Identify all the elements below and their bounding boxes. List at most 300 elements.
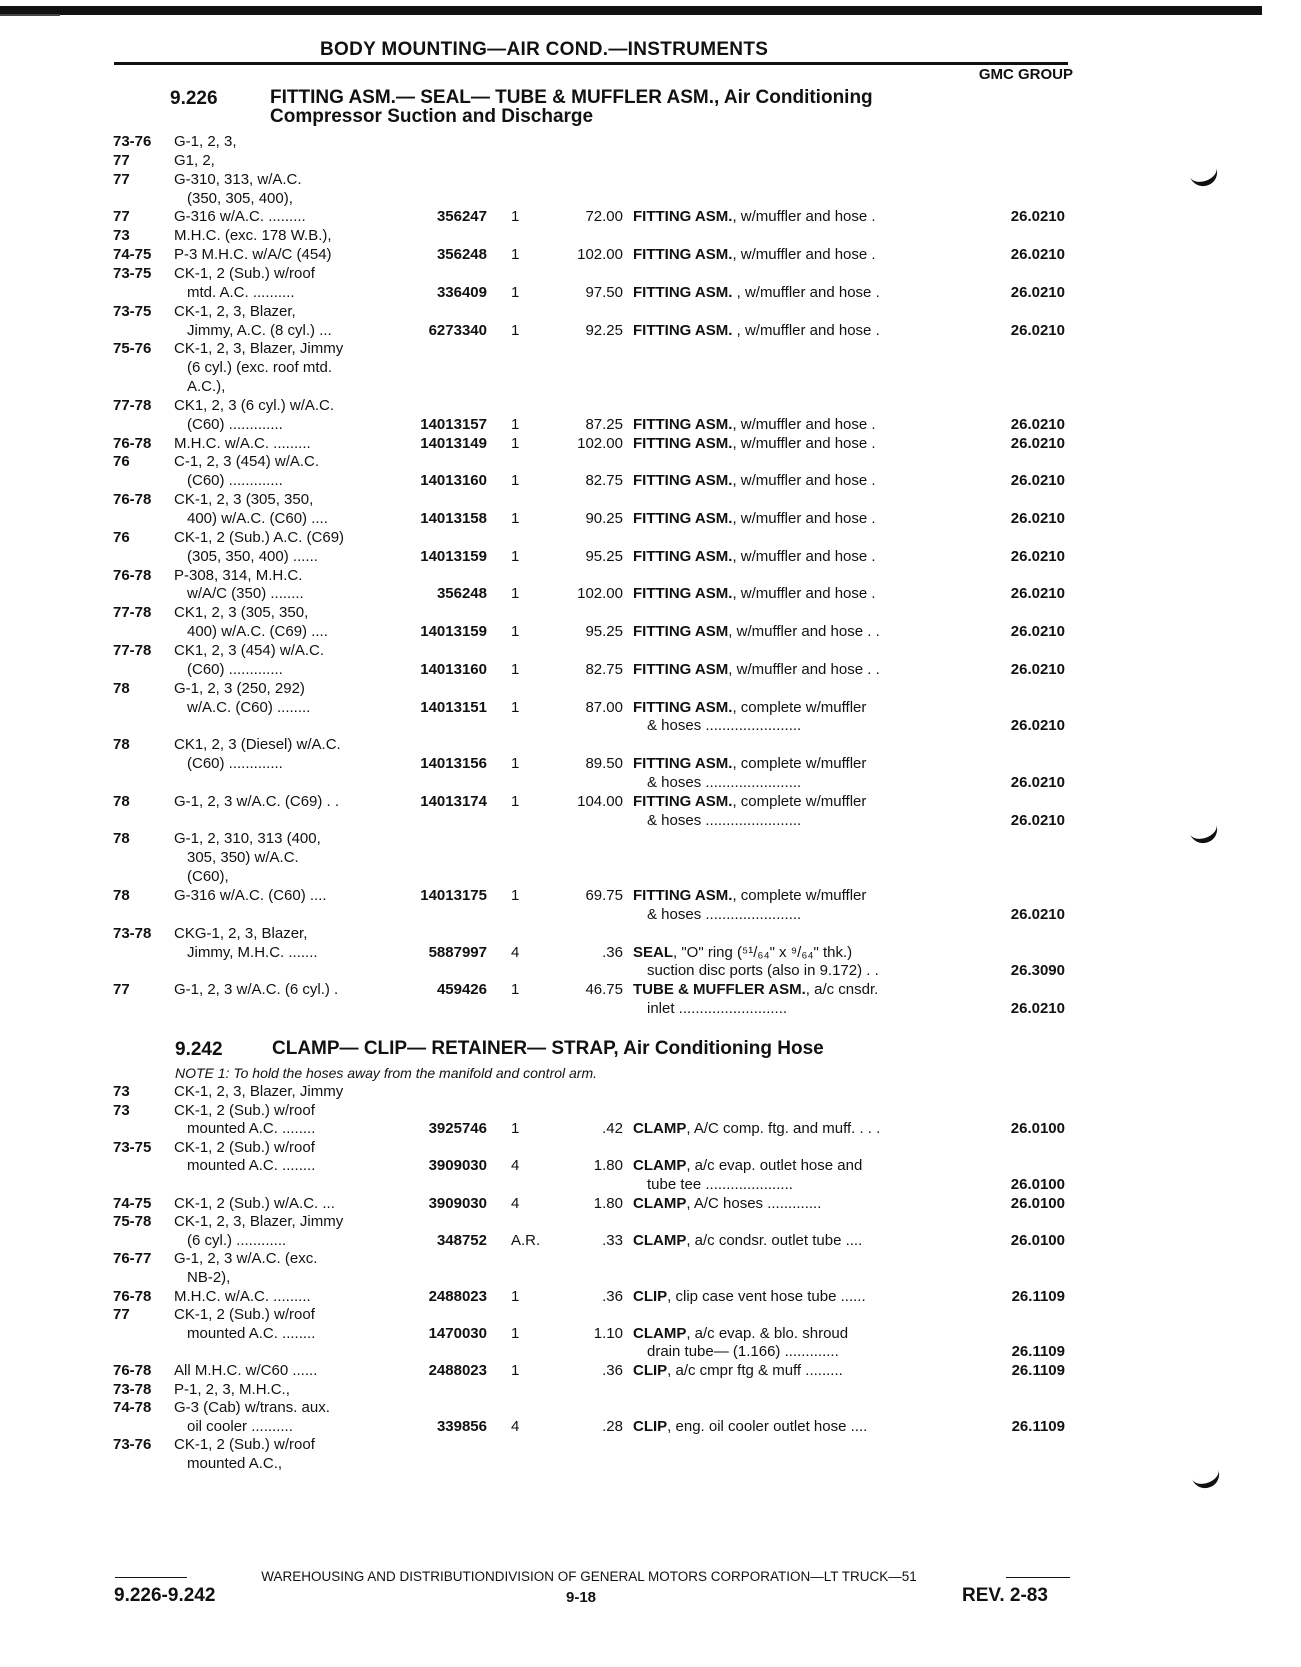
table-row	[0, 1119, 1301, 1138]
table-row	[0, 321, 1301, 340]
application: G-316 w/A.C. (C60) ....	[174, 887, 327, 904]
list-price: .36	[602, 1362, 623, 1379]
section-number: 9.242	[175, 1039, 223, 1060]
group-number: 26.0210	[1010, 585, 1065, 603]
part-detail: , A/C comp. ftg. and muff. . . .	[686, 1120, 881, 1138]
part-name: CLAMP	[633, 1194, 687, 1212]
application: CK-1, 2, 3, Blazer, Jimmy	[174, 340, 344, 358]
application: CK1, 2, 3 (454) w/A.C.	[174, 641, 325, 659]
list-price: 89.50	[585, 755, 623, 773]
application: CK-1, 2, 3 (305, 350,	[174, 491, 314, 509]
description-continued: & hoses .......................	[647, 905, 802, 923]
table-row	[0, 1082, 1301, 1101]
table-row	[0, 943, 1301, 962]
part-number: 2488023	[428, 1362, 487, 1379]
table-row	[0, 132, 1301, 151]
part-detail: , w/muffler and hose .	[732, 434, 876, 452]
application: G-1, 2, 3 w/A.C. (6 cyl.) .	[174, 981, 339, 999]
section-number: 9.226	[170, 88, 218, 109]
part-description	[633, 1119, 880, 1138]
table-row	[0, 1175, 1301, 1194]
table-row	[0, 603, 1301, 622]
list-price: 102.00	[577, 246, 623, 264]
part-detail: , a/c cmpr ftg & muff .........	[667, 1362, 843, 1379]
quantity: 1	[511, 585, 520, 603]
table-row	[0, 811, 1301, 830]
quantity: 1	[511, 434, 520, 452]
description-continued: inlet ..........................	[647, 1000, 788, 1018]
part-number: 14013160	[420, 472, 487, 490]
table-row	[0, 1380, 1301, 1399]
part-description	[633, 886, 866, 905]
table-row	[0, 773, 1301, 792]
part-description	[633, 584, 876, 603]
application: G-310, 313, w/A.C.	[174, 170, 302, 188]
list-price: 87.00	[585, 698, 623, 716]
footer-page-number: 9-18	[566, 1589, 597, 1606]
application: CK1, 2, 3 (6 cyl.) w/A.C.	[174, 396, 335, 414]
section-subtitle: Compressor Suction and Discharge	[270, 106, 594, 127]
part-number: 14013160	[420, 660, 487, 678]
model-years: 73-75	[113, 1138, 152, 1156]
application: G-1, 2, 3 (250, 292)	[174, 679, 305, 697]
part-number: 1470030	[428, 1324, 487, 1342]
part-number: 14013159	[420, 623, 487, 641]
quantity: 1	[511, 981, 520, 999]
list-price: 102.00	[577, 585, 623, 603]
table-row	[0, 792, 1301, 811]
table-row	[0, 867, 1301, 886]
part-name: CLIP	[633, 1417, 668, 1435]
list-price: 95.25	[585, 623, 623, 641]
table-row	[0, 1305, 1301, 1324]
table-row	[0, 339, 1301, 358]
table-row	[0, 1156, 1301, 1175]
description-continued: & hoses .......................	[647, 773, 802, 791]
list-price: 46.75	[585, 981, 623, 999]
list-price: 92.25	[585, 321, 623, 339]
table-row	[0, 509, 1301, 528]
part-name: FITTING ASM.	[633, 698, 733, 716]
table-row	[0, 415, 1301, 434]
description-continued: drain tube— (1.166) .............	[647, 1343, 839, 1361]
application: CK-1, 2 (Sub.) w/roof	[174, 1138, 315, 1156]
part-name: CLAMP	[633, 1157, 687, 1175]
group-number: 26.0210	[1010, 811, 1065, 829]
group-number: 26.0100	[1010, 1120, 1065, 1138]
table-row	[0, 848, 1301, 867]
application: 400) w/A.C. (C69) ....	[187, 623, 328, 641]
table-row	[0, 1101, 1301, 1120]
list-price: 72.00	[585, 208, 623, 226]
application: M.H.C. (exc. 178 W.B.),	[174, 227, 332, 245]
model-years: 76-77	[113, 1250, 152, 1268]
application: C-1, 2, 3 (454) w/A.C.	[174, 453, 320, 471]
quantity: 1	[511, 415, 520, 433]
part-detail: , complete w/muffler	[732, 698, 867, 716]
table-row	[0, 547, 1301, 566]
part-description	[633, 471, 876, 490]
list-price: 1.80	[593, 1157, 623, 1175]
table-row	[0, 961, 1301, 980]
group-number: 26.1109	[1011, 1287, 1065, 1305]
part-name: CLAMP	[633, 1324, 687, 1342]
application: (C60) .............	[187, 660, 283, 678]
application: P-308, 314, M.H.C.	[174, 566, 303, 584]
group-number: 26.0210	[1010, 434, 1065, 452]
quantity: 1	[511, 246, 520, 264]
group-number: 26.0210	[1010, 283, 1065, 301]
model-years: 77	[113, 981, 130, 999]
model-years: 76-78	[113, 1287, 152, 1305]
application: M.H.C. w/A.C. .........	[174, 1287, 311, 1305]
part-number: 3909030	[428, 1157, 487, 1175]
model-years: 73-76	[113, 1436, 152, 1454]
application: CK-1, 2 (Sub.) w/roof	[174, 1436, 315, 1454]
model-years: 77-78	[113, 604, 152, 622]
application: A.C.),	[187, 378, 226, 396]
application: G-3 (Cab) w/trans. aux.	[174, 1399, 330, 1417]
part-name: FITTING ASM.	[633, 415, 733, 433]
application: Jimmy, M.H.C. .......	[187, 943, 318, 961]
application: (305, 350, 400) ......	[187, 547, 318, 565]
quantity: 1	[511, 547, 520, 565]
part-detail: , complete w/muffler	[732, 887, 867, 904]
quantity: 4	[511, 1417, 520, 1435]
group-number: 26.0100	[1010, 1194, 1065, 1212]
group-number: 26.1109	[1011, 1362, 1065, 1379]
part-detail: , w/muffler and hose .	[732, 547, 876, 565]
part-description	[633, 245, 876, 264]
part-description	[633, 1194, 821, 1213]
part-description	[633, 980, 878, 999]
application: CK-1, 2 (Sub.) w/roof	[174, 1101, 315, 1119]
table-row	[0, 170, 1301, 189]
part-detail: , clip case vent hose tube ......	[667, 1287, 866, 1305]
description-continued: tube tee .....................	[647, 1176, 793, 1193]
footer-section-range: 9.226-9.242	[114, 1585, 216, 1606]
part-name: CLAMP	[633, 1231, 687, 1249]
quantity: 4	[511, 1194, 520, 1212]
model-years: 75-76	[113, 340, 152, 358]
part-name: FITTING ASM	[633, 660, 729, 678]
table-row	[0, 1268, 1301, 1287]
quantity: 1	[511, 283, 520, 301]
part-description	[633, 660, 880, 679]
list-price: .33	[602, 1231, 623, 1249]
model-years: 77-78	[113, 396, 152, 414]
list-price: 82.75	[585, 472, 623, 490]
quantity: 1	[511, 208, 520, 226]
application: (C60),	[187, 868, 229, 886]
part-name: FITTING ASM.	[633, 321, 733, 339]
model-years: 73	[113, 1083, 130, 1100]
quantity: A.R.	[511, 1231, 541, 1249]
application: (6 cyl.) (exc. roof mtd.	[187, 359, 333, 377]
part-detail: , eng. oil cooler outlet hose ....	[667, 1417, 868, 1435]
model-years: 77	[113, 170, 130, 188]
list-price: 102.00	[577, 434, 623, 452]
model-years: 73-78	[113, 1380, 152, 1398]
table-row	[0, 622, 1301, 641]
part-detail: , A/C hoses .............	[686, 1194, 822, 1212]
part-number: 14013151	[420, 698, 487, 716]
part-description	[633, 283, 880, 302]
table-row	[0, 1231, 1301, 1250]
group-number: 26.0210	[1010, 660, 1065, 678]
application: mtd. A.C. ..........	[187, 283, 295, 301]
model-years: 77	[113, 1306, 130, 1324]
list-price: .28	[602, 1417, 623, 1435]
application: G1, 2,	[174, 151, 215, 169]
part-number: 3909030	[428, 1194, 487, 1212]
part-number: 339856	[436, 1417, 487, 1435]
part-detail: , w/muffler and hose .	[732, 415, 876, 433]
model-years: 76-78	[113, 491, 152, 509]
part-name: FITTING ASM.	[633, 585, 733, 603]
application: (C60) .............	[187, 755, 283, 773]
part-name: FITTING ASM	[633, 623, 729, 641]
part-detail: , complete w/muffler	[732, 755, 867, 773]
group-number: 26.0210	[1010, 623, 1065, 641]
table-row	[0, 1398, 1301, 1417]
group-number: 26.0210	[1010, 905, 1065, 923]
application: (6 cyl.) ............	[187, 1231, 287, 1249]
model-years: 78	[113, 792, 130, 810]
part-number: 5887997	[428, 943, 487, 961]
table-row	[0, 264, 1301, 283]
section-title: CLAMP— CLIP— RETAINER— STRAP, Air Conditioning Hose	[272, 1038, 824, 1059]
part-description	[633, 792, 866, 811]
part-number: 356248	[436, 246, 487, 264]
list-price: .36	[602, 943, 623, 961]
table-row	[0, 999, 1301, 1018]
group-number: 26.0210	[1010, 246, 1065, 264]
model-years: 74-75	[113, 1194, 152, 1212]
table-row	[0, 377, 1301, 396]
application: CK1, 2, 3 (305, 350,	[174, 604, 309, 622]
quantity: 4	[511, 1157, 520, 1175]
group-number: 26.1109	[1011, 1417, 1065, 1435]
part-number: 14013156	[420, 755, 487, 773]
quantity: 1	[511, 510, 520, 527]
application: CK-1, 2, 3, Blazer, Jimmy	[174, 1213, 344, 1231]
model-years: 76-78	[113, 1362, 152, 1379]
table-row	[0, 1138, 1301, 1157]
table-row	[0, 679, 1301, 698]
application: CKG-1, 2, 3, Blazer,	[174, 924, 308, 942]
application: CK-1, 2, 3, Blazer,	[174, 302, 296, 320]
table-row	[0, 1361, 1301, 1380]
group-number: 26.0210	[1010, 510, 1065, 527]
table-row	[0, 716, 1301, 735]
model-years: 76	[113, 453, 130, 471]
application: mounted A.C. ........	[187, 1120, 316, 1138]
application: P-3 M.H.C. w/A/C (454)	[174, 246, 332, 264]
application: CK-1, 2 (Sub.) w/roof	[174, 1306, 315, 1324]
description-continued: suction disc ports (also in 9.172) . .	[647, 962, 879, 980]
list-price: 90.25	[585, 510, 623, 527]
application: CK-1, 2 (Sub.) w/roof	[174, 264, 315, 282]
application: CK-1, 2 (Sub.) w/A.C. ...	[174, 1194, 335, 1212]
table-row	[0, 584, 1301, 603]
part-name: FITTING ASM.	[633, 472, 733, 490]
part-number: 14013158	[420, 510, 487, 527]
table-row	[0, 905, 1301, 924]
part-number: 348752	[436, 1231, 487, 1249]
list-price: 69.75	[585, 887, 623, 904]
group-number: 26.0100	[1010, 1176, 1065, 1193]
model-years: 73	[113, 227, 130, 245]
application: 305, 350) w/A.C.	[187, 849, 299, 867]
part-number: 14013175	[420, 887, 487, 904]
section-note: NOTE 1: To hold the hoses away from the manifold and control arm.	[175, 1065, 598, 1081]
part-number: 459426	[436, 981, 487, 999]
application: NB-2),	[187, 1269, 231, 1286]
part-number: 3925746	[428, 1120, 487, 1138]
application: mounted A.C. ........	[187, 1324, 316, 1342]
part-name: FITTING ASM.	[633, 208, 733, 226]
part-description	[633, 1361, 843, 1380]
part-description	[633, 547, 876, 566]
model-years: 78	[113, 887, 130, 904]
part-description	[633, 1417, 867, 1436]
quantity: 1	[511, 660, 520, 678]
group-label: GMC GROUP	[978, 66, 1073, 83]
table-row	[0, 1454, 1301, 1473]
model-years: 73-75	[113, 264, 152, 282]
part-description	[633, 1287, 866, 1306]
quantity: 1	[511, 755, 520, 773]
quantity: 1	[511, 1324, 520, 1342]
table-row	[0, 471, 1301, 490]
table-row	[0, 1324, 1301, 1343]
group-number: 26.0210	[1010, 321, 1065, 339]
model-years: 78	[113, 679, 130, 697]
part-number: 336409	[436, 283, 487, 301]
model-years: 74-75	[113, 246, 152, 264]
part-name: FITTING ASM.	[633, 547, 733, 565]
part-detail: , w/muffler and hose .	[732, 208, 876, 226]
group-number: 26.0210	[1010, 415, 1065, 433]
model-years: 78	[113, 736, 130, 754]
application: M.H.C. w/A.C. .........	[174, 434, 311, 452]
part-detail: , a/c evap. & blo. shroud	[686, 1324, 849, 1342]
table-row	[0, 1342, 1301, 1361]
table-row	[0, 283, 1301, 302]
part-detail: , w/muffler and hose .	[732, 510, 876, 527]
application: Jimmy, A.C. (8 cyl.) ...	[187, 321, 332, 339]
table-row	[0, 1194, 1301, 1213]
model-years: 73-78	[113, 924, 152, 942]
table-row	[0, 886, 1301, 905]
footer-rule-right	[1006, 1577, 1070, 1578]
table-row	[0, 829, 1301, 848]
table-row	[0, 754, 1301, 773]
part-description	[633, 754, 866, 773]
quantity: 1	[511, 1287, 520, 1305]
model-years: 74-78	[113, 1399, 152, 1417]
group-number: 26.1109	[1011, 1343, 1065, 1361]
description-continued: & hoses .......................	[647, 717, 802, 735]
table-row	[0, 490, 1301, 509]
list-price: 95.25	[585, 547, 623, 565]
part-detail: , w/muffler and hose .	[732, 321, 880, 339]
table-row	[0, 1287, 1301, 1306]
list-price: 1.10	[593, 1324, 623, 1342]
model-years: 78	[113, 830, 130, 848]
part-number: 14013159	[420, 547, 487, 565]
table-row	[0, 566, 1301, 585]
list-price: 104.00	[577, 792, 623, 810]
model-years: 73-76	[113, 133, 152, 150]
model-years: 77-78	[113, 641, 152, 659]
table-row	[0, 358, 1301, 377]
part-name: FITTING ASM.	[633, 246, 733, 264]
list-price: 1.80	[593, 1194, 623, 1212]
application: P-1, 2, 3, M.H.C.,	[174, 1380, 290, 1398]
application: G-1, 2, 3 w/A.C. (exc.	[174, 1250, 318, 1268]
application: w/A.C. (C60) ........	[187, 698, 311, 716]
application: CK1, 2, 3 (Diesel) w/A.C.	[174, 736, 341, 754]
quantity: 1	[511, 792, 520, 810]
application: (C60) .............	[187, 415, 283, 433]
quantity: 1	[511, 1120, 520, 1138]
part-name: CLIP	[633, 1287, 668, 1305]
footer-publisher: WAREHOUSING AND DISTRIBUTIONDIVISION OF GENERAL MOTORS CORPORATION—LT TRUCK—51	[261, 1569, 917, 1584]
part-detail: , w/muffler and hose .	[732, 283, 880, 301]
part-number: 2488023	[428, 1287, 487, 1305]
part-detail: , "O" ring (⁵¹/₆₄" x ⁹/₆₄" thk.)	[673, 943, 853, 961]
part-description	[633, 1156, 862, 1175]
quantity: 4	[511, 943, 520, 961]
application: mounted A.C.,	[187, 1455, 283, 1472]
table-row	[0, 207, 1301, 226]
list-price: 82.75	[585, 660, 623, 678]
application: G-1, 2, 310, 313 (400,	[174, 830, 321, 848]
part-description	[633, 698, 866, 717]
part-description	[633, 622, 880, 641]
part-number: 356247	[436, 208, 487, 226]
part-description	[633, 321, 880, 340]
table-row	[0, 452, 1301, 471]
model-years: 73	[113, 1101, 130, 1119]
table-row	[0, 1212, 1301, 1231]
part-description	[633, 207, 876, 226]
part-description	[633, 943, 852, 962]
part-name: FITTING ASM.	[633, 283, 733, 301]
group-number: 26.0210	[1010, 208, 1065, 226]
table-row	[0, 1435, 1301, 1454]
top-border	[0, 6, 1262, 15]
model-years: 75-78	[113, 1213, 152, 1231]
group-number: 26.0100	[1010, 1231, 1065, 1249]
table-row	[0, 698, 1301, 717]
application: CK-1, 2 (Sub.) A.C. (C69)	[174, 528, 345, 546]
group-number: 26.0210	[1010, 773, 1065, 791]
list-price: 87.25	[585, 415, 623, 433]
description-continued: & hoses .......................	[647, 811, 802, 829]
quantity: 1	[511, 887, 520, 904]
part-detail: , w/muffler and hose .	[732, 246, 876, 264]
quantity: 1	[511, 472, 520, 490]
table-row	[0, 924, 1301, 943]
table-row	[0, 735, 1301, 754]
part-detail: , w/muffler and hose . .	[728, 660, 880, 678]
application: G-316 w/A.C. .........	[174, 208, 306, 226]
table-row	[0, 245, 1301, 264]
part-detail: , w/muffler and hose .	[732, 585, 876, 603]
